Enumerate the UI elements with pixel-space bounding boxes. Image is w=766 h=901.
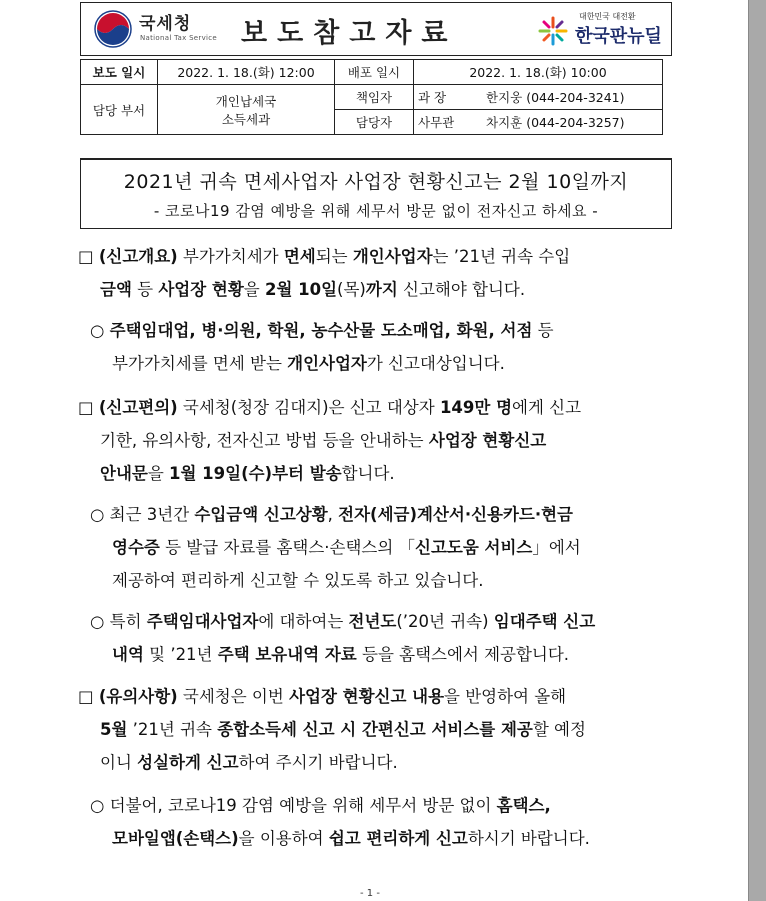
- text-line: [78, 391, 678, 424]
- department-bureau: 개인납세국: [215, 93, 277, 109]
- staff-contact: 차지훈 (044-204-3257): [482, 110, 663, 135]
- text-span: 수입금액 신고상황: [194, 505, 328, 524]
- press-release-title: 보도참고자료: [241, 18, 458, 49]
- text-span: 안내문: [100, 464, 148, 483]
- text-span: 영수증: [112, 538, 160, 557]
- circle-bullet: ○: [90, 505, 105, 524]
- text-span: 는 ’21년 귀속 수입: [432, 247, 571, 266]
- text-line: [90, 789, 678, 822]
- release-time-label: 보도 일시: [81, 60, 158, 85]
- chief-contact: 한지웅 (044-204-3241): [482, 85, 663, 110]
- text-line: [78, 680, 678, 713]
- text-span: 주택 보유내역 자료: [217, 645, 357, 664]
- section-label: (유의사항): [98, 687, 178, 706]
- new-deal-logo-icon: [537, 15, 569, 47]
- subheadline: - 코로나19 감염 예방을 위해 세무서 방문 없이 전자신고 하세요 -: [153, 202, 599, 220]
- text-line: [90, 605, 678, 638]
- distribution-time-value: 2022. 1. 18.(화) 10:00: [414, 60, 663, 85]
- department-label: 담당 부서: [81, 85, 158, 135]
- text-span: 사업장 현황신고 내용: [289, 687, 445, 706]
- release-time-value: 2022. 1. 18.(화) 12:00: [158, 60, 335, 85]
- text-span: 1월 19일(수)부터 발송: [169, 464, 342, 483]
- text-span: 등 발급 자료를 홈택스·손택스의 「: [159, 538, 416, 557]
- subsection-housing-rental: [90, 605, 678, 671]
- text-line: [90, 822, 678, 855]
- text-span: 성실하게 신고: [137, 753, 239, 772]
- text-span: 하여 주시기 바랍니다.: [238, 753, 398, 772]
- text-span: 부가가치세를 면세 받는: [112, 354, 288, 373]
- text-span: 개인사업자: [352, 247, 433, 266]
- text-span: 등을 홈택스에서 제공합니다.: [356, 645, 570, 664]
- text-span: 국세청(청장 김대지)은 신고 대상자: [177, 398, 440, 417]
- text-line: [90, 531, 678, 564]
- text-span: 및 ’21년: [143, 645, 218, 664]
- chief-title: 과 장: [414, 85, 483, 110]
- circle-bullet: ○: [90, 612, 105, 631]
- text-span: 사업장 현황신고: [428, 431, 547, 450]
- text-span: 기한, 유의사항, 전자신고 방법 등을 안내하는: [100, 431, 429, 450]
- chief-label: 책임자: [335, 85, 414, 110]
- text-span: 까지: [365, 280, 398, 299]
- release-info-table: [80, 59, 663, 135]
- checkbox-bullet: □: [78, 398, 94, 417]
- headline: 2021년 귀속 면세사업자 사업장 현황신고는 2월 10일까지: [123, 171, 629, 193]
- brand-name: 한국판뉴딜: [575, 26, 662, 47]
- text-span: 되는: [315, 247, 353, 266]
- text-line: 제공하여 편리하게 신고할 수 있도록 하고 있습니다.: [112, 571, 484, 590]
- agency-english-name: National Tax Service: [140, 34, 218, 42]
- text-span: ’21년 귀속: [127, 720, 218, 739]
- text-span: 쉽고 편리하게 신고: [328, 829, 468, 848]
- text-line: [78, 273, 678, 306]
- text-span: 」에서: [532, 538, 581, 557]
- text-span: 사업장 현황: [158, 280, 244, 299]
- text-span: 등: [532, 321, 554, 340]
- text-span: 내역: [112, 645, 144, 664]
- text-span: 신고도움 서비스: [415, 538, 533, 557]
- subsection-e-filing: [90, 789, 678, 855]
- text-span: 신고해야 합니다.: [397, 280, 526, 299]
- text-line: [78, 424, 678, 457]
- text-line: [78, 713, 678, 746]
- table-row: [81, 60, 663, 85]
- text-line: [90, 347, 678, 380]
- headline-box: [80, 158, 672, 229]
- section-notice: [78, 680, 678, 779]
- text-span: 을 반영하여 올해: [444, 687, 567, 706]
- text-line: [90, 638, 678, 671]
- text-line: [90, 498, 678, 531]
- text-span: 국세청은 이번: [177, 687, 290, 706]
- staff-label: 담당자: [335, 110, 414, 135]
- page-number: - 1 -: [360, 888, 380, 899]
- text-span: (’20년 귀속): [396, 612, 494, 631]
- agency-name: 국세청: [139, 14, 192, 34]
- table-row: [81, 85, 663, 110]
- department-division: 소득세과: [221, 111, 271, 127]
- text-span: 2월 10일: [264, 280, 338, 299]
- section-convenience: [78, 391, 678, 490]
- text-span: 홈택스,: [496, 796, 551, 815]
- text-span: 부가가치세가: [177, 247, 284, 266]
- text-line: [78, 746, 678, 779]
- section-label: (신고개요): [98, 247, 178, 266]
- text-line: [78, 240, 678, 273]
- text-span: 등: [131, 280, 159, 299]
- staff-title: 사무관: [414, 110, 483, 135]
- press-header: [80, 2, 672, 56]
- text-span: 전자(세금)계산서·신용카드·현금: [338, 505, 573, 524]
- text-span: 합니다.: [341, 464, 395, 483]
- text-span: 개인사업자: [287, 354, 367, 373]
- text-span: (목): [337, 280, 366, 299]
- text-span: 주택임대사업자: [146, 612, 259, 631]
- brand-slogan: 대한민국 대전환: [579, 12, 636, 21]
- subsection-help-service: [90, 498, 678, 597]
- text-span: 최근 3년간: [109, 505, 195, 524]
- text-span: 을: [147, 464, 170, 483]
- text-span: 에게 신고: [512, 398, 582, 417]
- text-span: 을 이용하여: [238, 829, 329, 848]
- subsection-target: [90, 314, 678, 380]
- text-span: 더불어, 코로나19 감염 예방을 위해 세무서 방문 없이: [109, 796, 497, 815]
- text-span: 할 예정: [532, 720, 586, 739]
- section-label: (신고편의): [98, 398, 178, 417]
- text-span: 종합소득세 신고 시 간편신고 서비스를 제공: [217, 720, 533, 739]
- distribution-time-label: 배포 일시: [335, 60, 414, 85]
- text-span: 에 대하여는: [258, 612, 349, 631]
- text-span: 특히: [109, 612, 147, 631]
- text-line: [78, 457, 678, 490]
- text-span: 5월: [100, 720, 128, 739]
- circle-bullet: ○: [90, 796, 105, 815]
- text-span: 이니: [100, 753, 138, 772]
- text-line: [90, 314, 678, 347]
- circle-bullet: ○: [90, 321, 105, 340]
- text-span: 금액: [100, 280, 132, 299]
- text-span: 을: [243, 280, 265, 299]
- text-span: 임대주택 신고: [493, 612, 596, 631]
- text-span: 가 신고대상입니다.: [366, 354, 505, 373]
- text-span: 전년도: [348, 612, 397, 631]
- text-span: ,: [327, 505, 339, 524]
- text-span: 149만 명: [439, 398, 513, 417]
- text-span: 하시기 바랍니다.: [467, 829, 590, 848]
- text-span: 면세: [283, 247, 316, 266]
- checkbox-bullet: □: [78, 687, 94, 706]
- checkbox-bullet: □: [78, 247, 94, 266]
- department-value: [158, 85, 335, 135]
- text-span: 모바일앱(손택스): [112, 829, 239, 848]
- nts-logo-icon: [93, 9, 133, 49]
- text-span: 주택임대업, 병·의원, 학원, 농수산물 도소매업, 화원, 서점: [109, 321, 533, 340]
- section-overview: [78, 240, 678, 306]
